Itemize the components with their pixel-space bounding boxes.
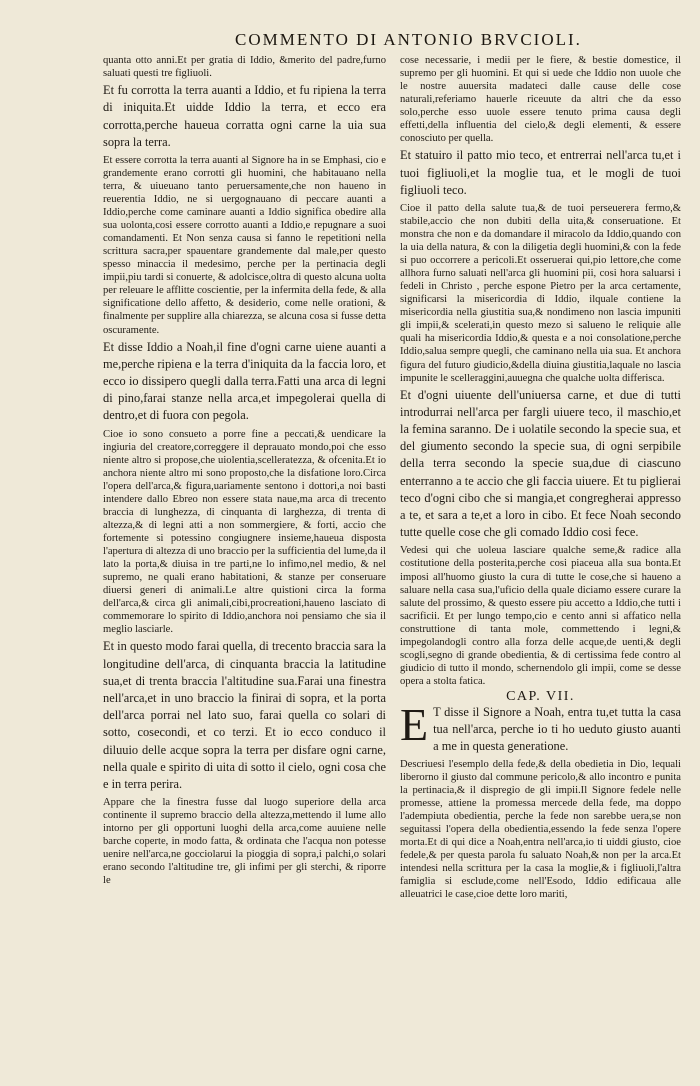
commentary-paragraph: quanta otto anni.Et per gratia di Iddio, &merito del padre,furno saluati questi tre figliuoli. (103, 55, 386, 80)
right-column (400, 54, 681, 1054)
scripture-paragraph: Et d'ogni uiuente dell'uniuersa carne, et due di tutti introdurrai nell'arca per fargli uiuere teco, il maschio,et la femina saranno. De i uolatile secondo la specie sua, et del giumento secondo la specie sua, di ogni serpibile della terra secondo la specie sua,due di ciascuno enterranno a te accio che gli faccia uiuere. Et tu piglierai teco d'ogni cibo che si mangia,et congregherai appresso a te, et sara a te,et a loro in cibo. Et fece Noah secondo tutte quelle cose che gli comado Iddio cosi fece. (400, 387, 681, 540)
drop-cap-initial: E (400, 698, 429, 750)
scripture-paragraph: Et statuiro il patto mio teco, et entrerrai nell'arca tu,et i tuoi figliuoli,et la moglie tua, et le mogli de tuoi figliuoli teco. (400, 148, 681, 197)
commentary-paragraph: Cioe il patto della salute tua,& de tuoi perseuerera fermo,& stabile,accio che non dubiti della uita,& conseruatione. Et monstra che non e da domandare il miracolo da Iddio,quando con la uia della natura, & con la diligetia degli huomini,& con la fede si puo occorrere a pericoli.Et osseruerai qui,pio lettore,che come allhora furno saluati nell'arca gli huomini pii, cosi hora saluarsi i fedeli in Christo , perche espone Pietro per la arca certamente, significarsi la misericordia di Iddio, ilquale contiene la misericordia nella giustitia sua,& nondimeno non lascia impuniti gli impii,& scelerati,in questo mezo si salueno le reliquie alle quali ha misericordia Iddio,& questa e a noi consolatione,perche Iddio,salua sempre quegli, che caminano nella uia sua. Et anchora figura del futuro giudicio,&della diuina giustitia,laquale no lascia impunite le scelleraggini,auuegna che qualche uolta differisca. (400, 202, 681, 384)
scripture-paragraph: Et in questo modo farai quella, di trecento braccia sara la longitudine dell'arca, di cinquanta braccia la latitudine sua,et di trenta braccia l'altitudine sua.Farai una finestra nell'arca,et in uno braccio la finirai di sopra, et la porta dell'arca porrai nel lato suo, farai quella co solari di sotto, cosecondi, et co terzi. Et io ecco conduco il diluuio delle acque sopra la terra per disfare ogni carne, nella quale e spirito di uita di sotto il cielo, ogni cosa che e in terra perira. (103, 639, 386, 791)
commentary-paragraph: Cioe io sono consueto a porre fine a peccati,& uendicare la ingiuria del creatore,correggere il deprauato mondo,poi che esso niente altro si propose,che uiolentia,scelleratezza, & ofcenita.Et io anchora niente altro mi sono proposto,che la disfatione loro.Circa l'opera dell'arca,& figura,uariamente sentono i dottori,a noi basti intendere dallo Ebreo non essere stata naue,ma arca di trecento braccia di lunghezza, di cinquanta di larghezza, di trenta di altezza,& di legni atti a non sommergiere, & forti, accio che fortemente si potessino congiugnere insieme,haueua disposta l'apertura di altezza di uno braccio per la sufficientia del lume,da il lato la porta,& diuisa in tre parti,ne lo infimo,nel medio, & nel supremo, ne quali erano habitationi, & stanze per conseruare diuersi generi di animali.Le altre quistioni circa la forma dell'arca,& circa gli animali,cibi,procreationi,haueno lasciato di commemorare lo spirito di Iddio,anchora noi pensiamo che sia il meglio lasciarle. (103, 428, 386, 636)
commentary-paragraph: Vedesi qui che uoleua lasciare qualche seme,& radice alla costitutione della posterita,perche cosi piaceua alla sua bonta.Et imposi all'huomo giusto la cura di tutte le cose,che si haueno a saluare nella casa sua,l'uficio della quale diciamo essere curare la salute del prossimo, & questo essere piu accetto a Iddio,che tutti i sacrificii. Et per lungo tempo,cio e cento anni si affatico nella construttione di tanta mole, commettendo i legni,& impegolandogli contro alla forza delle acque,de uenti,& degli scogli,segno di grande obedientia, & di certissima fede contro al giudicio di tutto il mondo, schernendolo gli impii, come se desse opera a stolta fatica. (400, 545, 681, 687)
commentary-paragraph: Et essere corrotta la terra auanti al Signore ha in se Emphasi, cio e grandemente erano corrotti gli huomini, che habitauano nella terra, & uiueuano tanto peruersamente,che non haueno in reuerentia Iddio, ne si uergognauano di peccare auanti a Iddio,perche come caminare auanti a Iddio significa obedire alla sua uolonta,cosi essere corrotto auanti a Iddio,e repugnare a suoi comandamenti. Et Non senza causa si fanno le repetitioni nella scrittura sacra,per spauentare grandemente dal male,per questo spesso minaccia il medesimo, perche per la pertinacia degli impii,piu tardi si conuerte, & adolcisce,oltra di questo alcuna uolta per releuare le afflitte coscientie, per la infermita della fede, & alla significatione dello affetto, & desiderio, come nelle orationi, & finalmente per supplire alla chiarezza, se alcuna cosa si fusse detta oscuramente. (103, 154, 386, 336)
chapter-heading: CAP. VII. (506, 688, 575, 704)
commentary-paragraph: cose necessarie, i medii per le fiere, & bestie domestice, il supremo per gli huomini. Et qui si uede che Iddio non uuole che le nostre auuersita madateci dalle cause delle cose naturali,referiamo hauerle riceuute da altri che da esso solo,perche esso uuole essere tenuto prima causa degli effetti,della influentia del cielo,& degli elementi, & essere conosciuto per quella. (400, 55, 681, 145)
left-column (103, 54, 386, 1054)
commentary-paragraph: Appare che la finestra fusse dal luogo superiore della arca continente il supremo braccio della altezza,mettendo il lume allo intorno per gli opportuni luoghi della arca,come auuiene nelle barche coperte, in modo fatta, & ordinata che l'acqua non potesse uenire nell'arca,ne gocciolarui la pioggia di sopra,i palchi,o solari erano secondo l'altitudine tre, gli infimi per gli sterchi, & riporre le (103, 797, 386, 887)
commentary-paragraph: Descriuesi l'esemplo della fede,& della obedietia in Dio, lequali liberorno il giusto dal commune pericolo,& allo incontro e punita la pertinacia,& il dispregio de gli impii.Il Signore fedele nelle promesse, attiene la promessa mercede della fede, ma doppo l'adempiuta obedientia, perche la fede non sarebbe uera,se non seguitassi l'opera della obedientia,essendo la fede senza l'opere morta.Et di qui dice a Noah,entra nell'arca,io ti uiddi giusto, cioe fedele,& per questa parola fu saluato Noah,& non per la arca.Et intendesi nella scrittura per la casa la moglie,& i figliuoli,l'altra famiglia si esclude,come nell'Esodo, Iddio edificaua alle alleuatrici le case,cioe dette loro mariti, (400, 758, 681, 901)
scripture-paragraph: Et disse Iddio a Noah,il fine d'ogni carne uiene auanti a me,perche ripiena e la terra d'iniquita da la faccia loro, et ecco io dissipero quegli dalla terra.Fatti una arca di legni di pino,farai stanze nella arca,et impegolerai quella di dentro,et di fuora con pegola. (103, 339, 386, 423)
scripture-paragraph (400, 698, 681, 756)
scripture-text: T disse il Signore a Noah, entra tu,et tutta la casa tua nell'arca, perche io ti ho ueduto giusto auanti a me in questa generatione. (433, 704, 681, 754)
running-header: COMMENTO DI ANTONIO BRVCIOLI. (235, 30, 582, 49)
scripture-paragraph: Et fu corrotta la terra auanti a Iddio, et fu ripiena la terra di iniquita.Et uidde Iddio la terra, et ecco era corrotta,perche haueua corratta ogni carne la uia sua sopra la terra. (103, 83, 386, 149)
